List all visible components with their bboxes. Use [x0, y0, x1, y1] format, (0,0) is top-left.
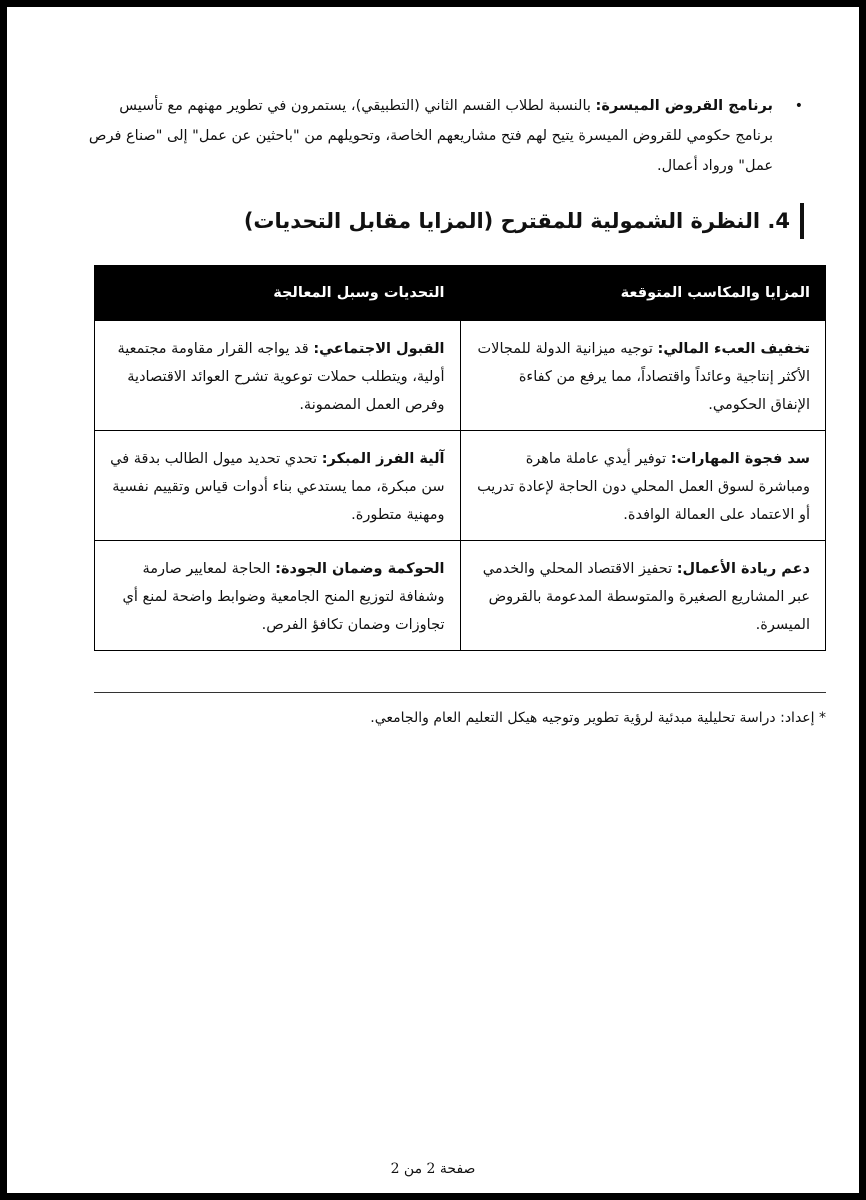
bullet-dot-icon: •: [794, 98, 803, 114]
benefit-cell: [460, 541, 826, 651]
benefit-label: سد فجوة المهارات:: [670, 451, 810, 467]
header-benefits: المزايا والمكاسب المتوقعة: [460, 266, 826, 321]
footnote-divider: [94, 692, 826, 693]
bullet-text: بالنسبة لطلاب القسم الثاني (التطبيقي)، يستمرون في تطوير مهنهم مع تأسيس برنامج حكومي للقروض الميسرة يتيح لهم فتح مشاريعهم الخاصة، وتحويلهم من "باحثين عن عمل" إلى "صناع فرص عمل" ورواد أعمال.: [88, 98, 773, 174]
table-row: [95, 541, 826, 651]
document-page: [7, 7, 859, 1193]
comparison-table: [94, 265, 826, 651]
challenge-cell: [95, 431, 461, 541]
benefit-cell: [460, 321, 826, 431]
table-row: [95, 431, 826, 541]
table-header-row: [95, 266, 826, 321]
challenge-label: الحوكمة وضمان الجودة:: [275, 561, 445, 577]
challenge-cell: [95, 321, 461, 431]
challenge-text: الحاجة لمعايير صارمة وشفافة لتوزيع المنح الجامعية وضوابط واضحة لمنع أي تجاوزات وضمان تكافؤ الفرص.: [122, 561, 445, 633]
page-number: صفحة 2 من 2: [390, 1161, 476, 1177]
challenge-text: قد يواجه القرار مقاومة مجتمعية أولية، ويتطلب حملات توعوية تشرح العوائد الاقتصادية وفرص العمل المضمونة.: [117, 341, 445, 413]
table-row: [95, 321, 826, 431]
challenge-label: آلية الفرز المبكر:: [321, 451, 445, 467]
benefit-text: توفير أيدي عاملة ماهرة ومباشرة لسوق العمل المحلي دون الحاجة لإعادة تدريب أو الاعتماد على العمالة الوافدة.: [477, 451, 810, 523]
section-title: 4. النظرة الشمولية للمقترح (المزايا مقابل التحديات): [244, 203, 804, 239]
benefit-label: تخفيف العبء المالي:: [657, 341, 810, 357]
benefit-cell: [460, 431, 826, 541]
bullet-paragraph: [83, 91, 803, 181]
benefit-text: توجيه ميزانية الدولة للمجالات الأكثر إنتاجية وعائداً واقتصاداً، مما يرفع من كفاءة الإنفاق الحكومي.: [477, 341, 810, 413]
challenge-label: القبول الاجتماعي:: [313, 341, 445, 357]
header-challenges: التحديات وسبل المعالجة: [95, 266, 461, 321]
challenge-text: تحدي تحديد ميول الطالب بدقة في سن مبكرة، مما يستدعي بناء أدوات قياس وتقييم نفسية ومهنية متطورة.: [110, 451, 445, 523]
bullet-label: برنامج القروض الميسرة:: [595, 98, 773, 114]
footnote: * إعداد: دراسة تحليلية مبدئية لرؤية تطوير وتوجيه هيكل التعليم العام والجامعي.: [370, 710, 826, 726]
challenge-cell: [95, 541, 461, 651]
benefit-label: دعم ريادة الأعمال:: [676, 561, 810, 577]
benefit-text: تحفيز الاقتصاد المحلي والخدمي عبر المشاريع الصغيرة والمتوسطة المدعومة بالقروض الميسرة.: [482, 561, 810, 633]
